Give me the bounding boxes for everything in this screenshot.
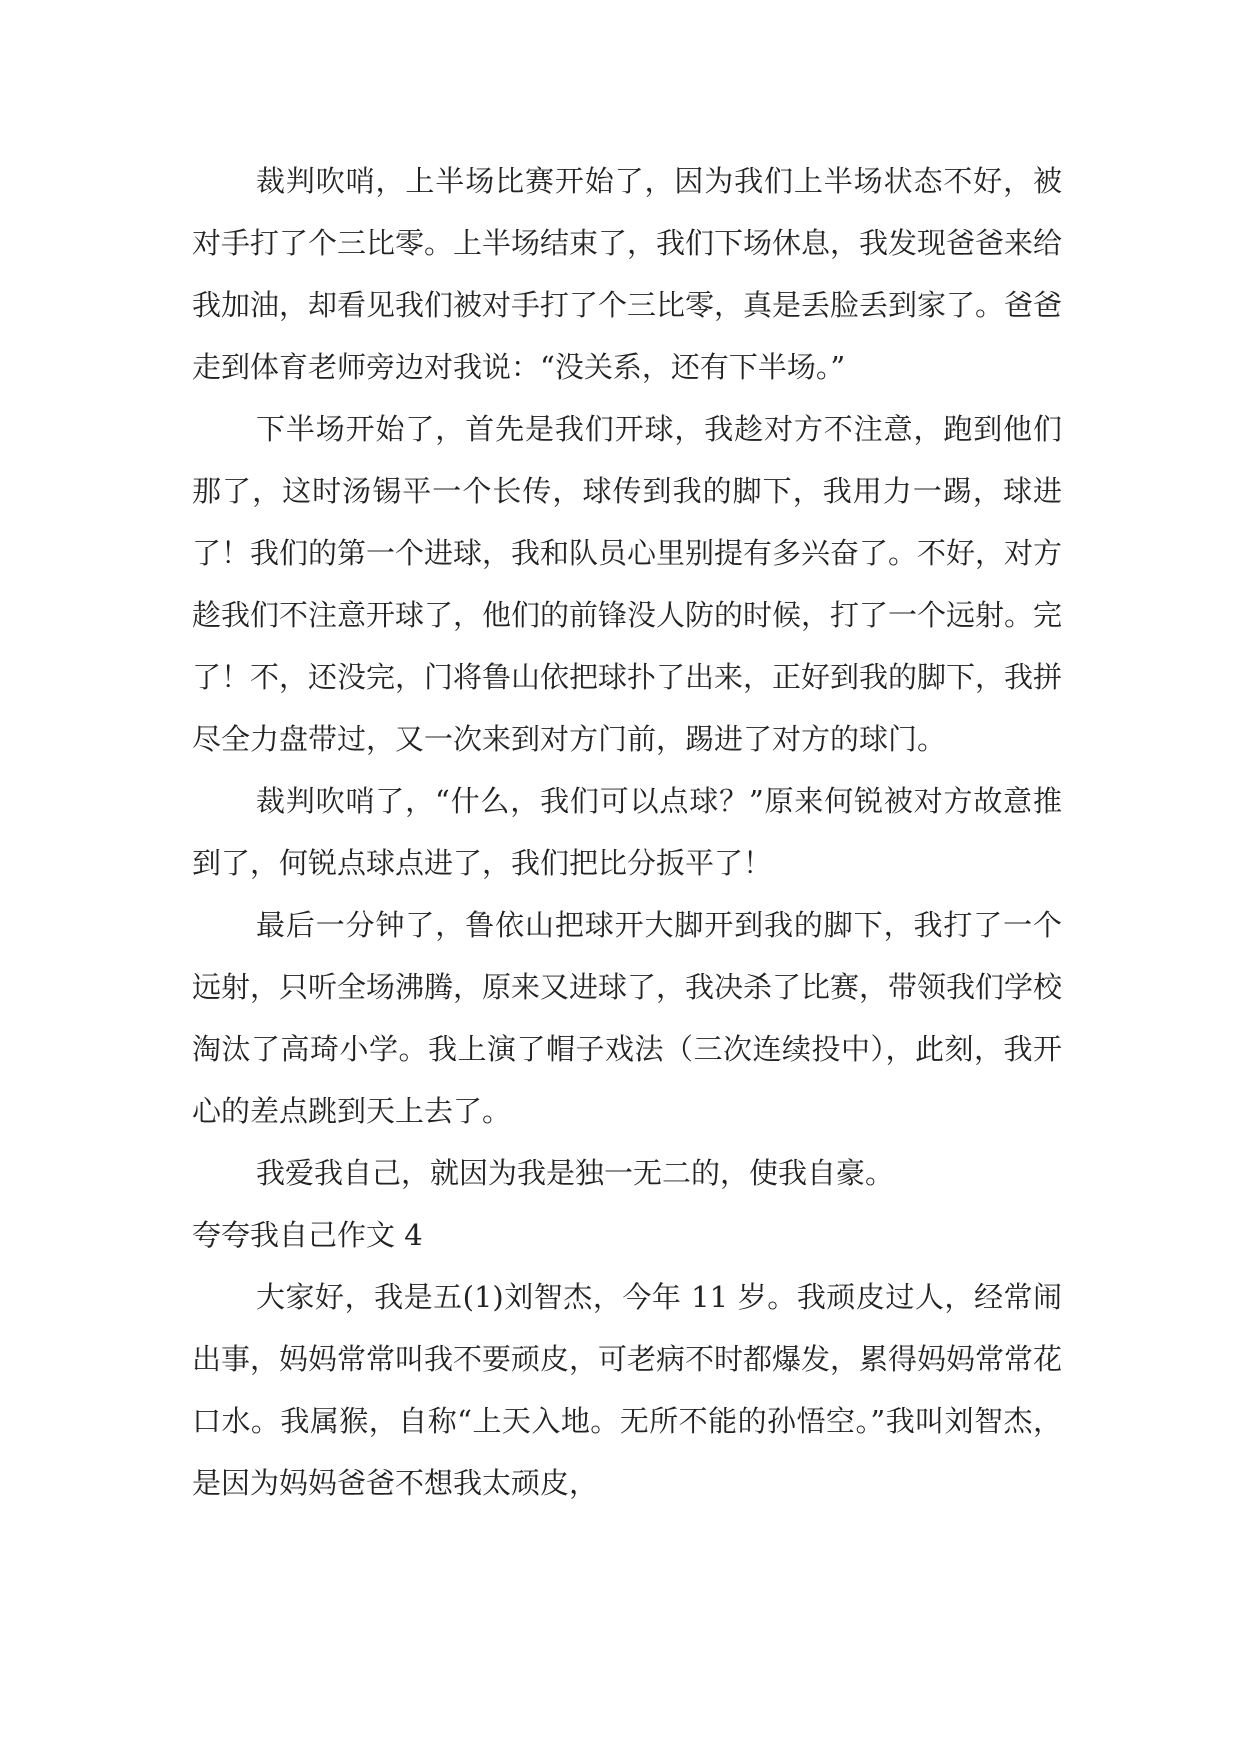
essay-heading: 夸夸我自己作文 4 <box>192 1218 423 1252</box>
paragraph-intro: 大家好，我是五(1)刘智杰，今年 11 岁。我顽皮过人，经常闹出事，妈妈常常叫我不要顽皮，可老病不时都爆发，累得妈妈常常花口水。我属猴，自称“上天入地。无所不能的孙悟空。”我叫刘智杰，是因为妈妈爸爸不想我太顽皮， <box>192 1280 1063 1500</box>
document-body <box>192 150 1062 1514</box>
paragraph-penalty: 裁判吹哨了，“什么，我们可以点球？”原来何锐被对方故意推到了，何锐点球点进了，我们把比分扳平了！ <box>192 784 1062 880</box>
paragraph-conclusion: 我爱我自己，就因为我是独一无二的，使我自豪。 <box>256 1156 895 1190</box>
paragraph-last-minute: 最后一分钟了，鲁依山把球开大脚开到我的脚下，我打了一个远射，只听全场沸腾，原来又进球了，我决杀了比赛，带领我们学校淘汰了高琦小学。我上演了帽子戏法（三次连续投中），此刻，我开心的差点跳到天上去了。 <box>192 908 1063 1128</box>
paragraph-first-half: 裁判吹哨，上半场比赛开始了，因为我们上半场状态不好，被对手打了个三比零。上半场结束了，我们下场休息，我发现爸爸来给我加油，却看见我们被对手打了个三比零，真是丢脸丢到家了。爸爸走到体育老师旁边对我说：“没关系，还有下半场。” <box>192 164 1063 384</box>
paragraph-second-half: 下半场开始了，首先是我们开球，我趁对方不注意，跑到他们那了，这时汤锡平一个长传，球传到我的脚下，我用力一踢，球进了！我们的第一个进球，我和队员心里别提有多兴奋了。不好，对方趁我们不注意开球了，他们的前锋没人防的时候，打了一个远射。完了！不，还没完，门将鲁山依把球扑了出来，正好到我的脚下，我拼尽全力盘带过，又一次来到对方门前，踢进了对方的球门。 <box>192 412 1063 756</box>
